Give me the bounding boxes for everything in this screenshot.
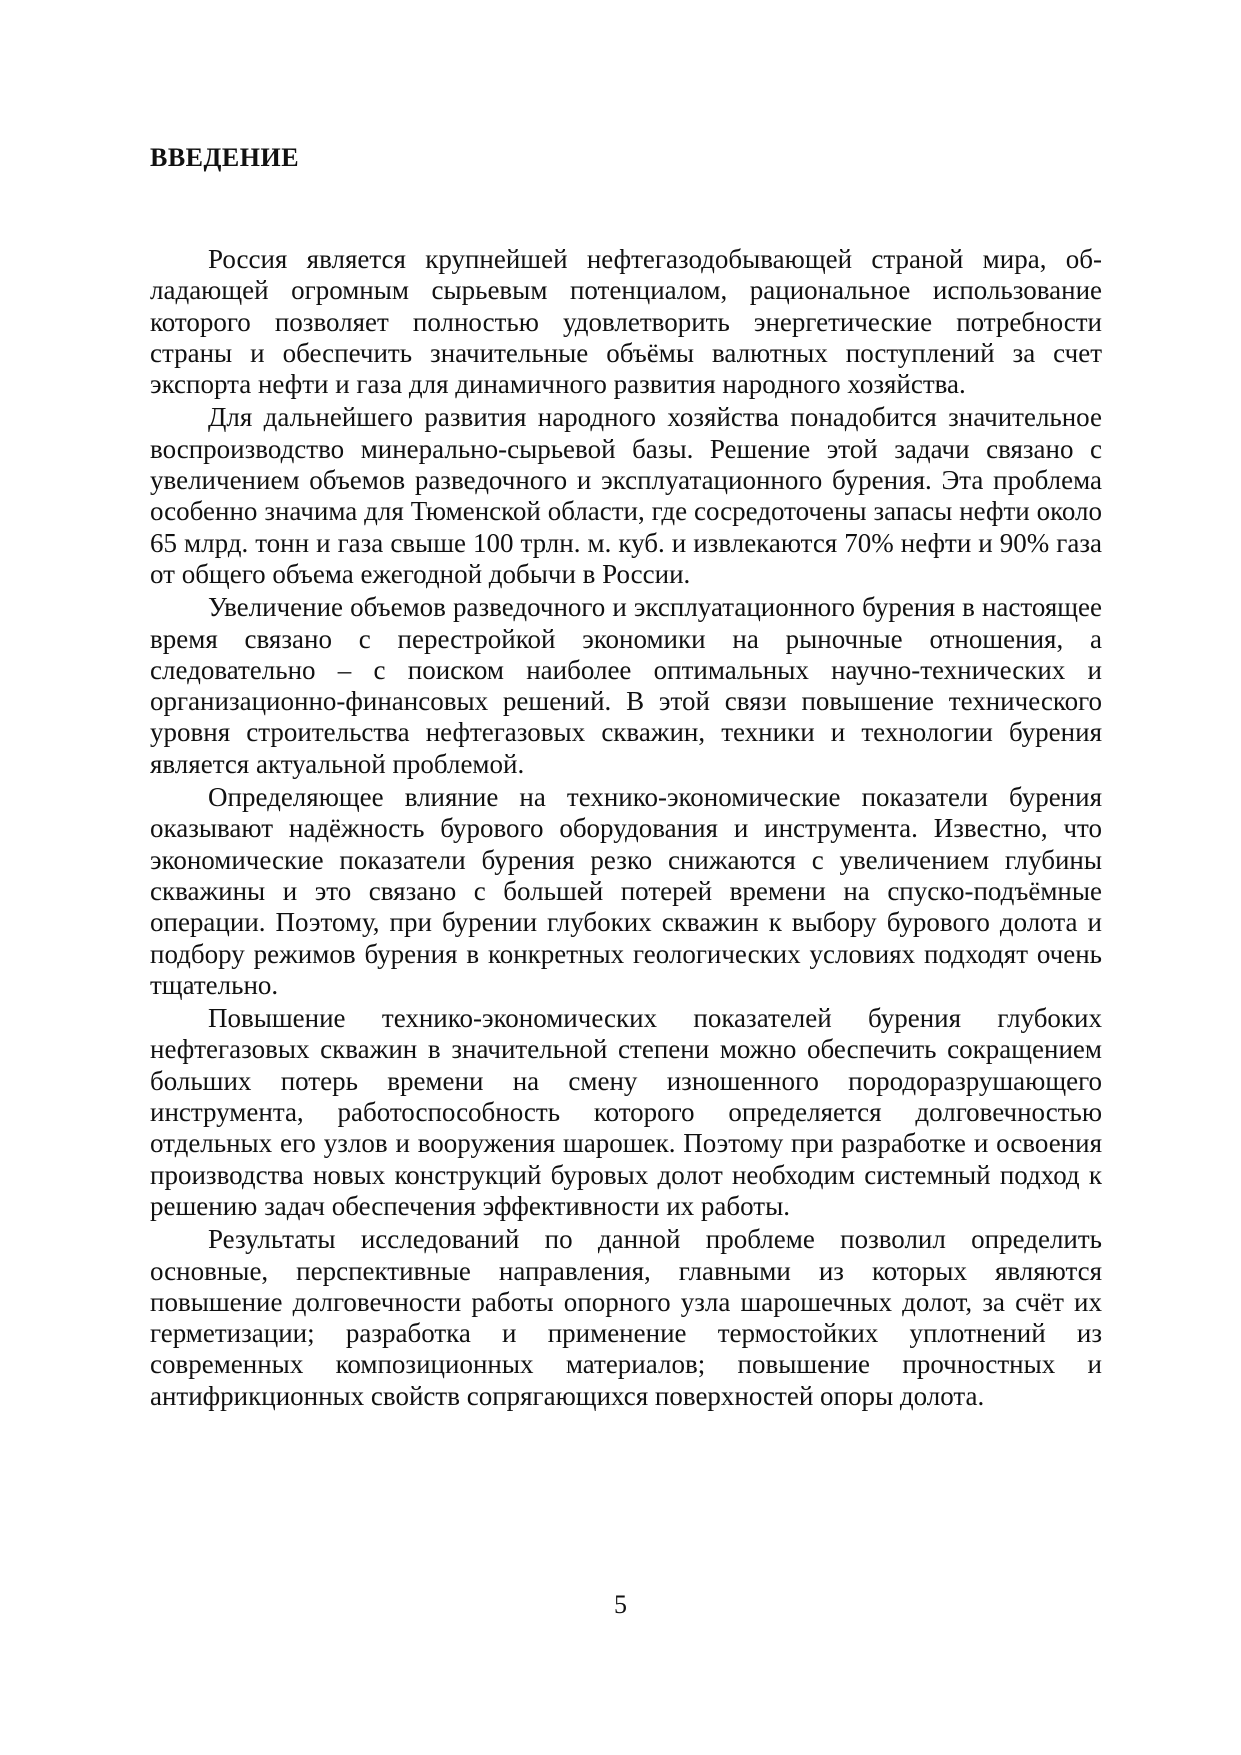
page-number: 5 bbox=[614, 1590, 627, 1619]
paragraph-1: Россия является крупнейшей нефтегазодобывающей страной мира, обладающей огромным сырьевым потенциалом, рациональное использование которого позволяет полностью удовлетворить энергетические потребности страны и обеспечить значительные объёмы валютных поступлений за счет экспорта нефти и газа для динамичного развития народного хозяйства. bbox=[150, 244, 1102, 400]
paragraph-4: Определяющее влияние на технико-экономические показатели бурения оказывают надёжность бурового оборудования и инструмента. Известно, что экономические показатели бурения резко снижаются с увеличением глубины скважины и это связано с большей потерей времени на спуско-подъёмные операции. Поэтому, при бурении глубоких скважин к выбору бурового долота и подбору режимов бурения в конкретных геологических условиях подходят очень тщательно. bbox=[150, 782, 1102, 1000]
paragraph-3: Увеличение объемов разведочного и эксплуатационного бурения в настоящее время связано с перестройкой экономики на рыночные отношения, а следовательно – с поиском наиболее оптимальных научно-технических и организационно-финансовых решений. В этой связи повышение технического уровня строительства нефтегазовых скважин, техники и технологии бурения является актуальной проблемой. bbox=[150, 592, 1102, 779]
paragraph-5: Повышение технико-экономических показателей бурения глубоких нефтегазовых скважин в значительной степени можно обеспечить сокращением больших потерь времени на смену изношенного породоразрушающего инструмента, работоспособность которого определяется долговечностью отдельных его узлов и вооружения шарошек. Поэтому при разработке и освоения производства новых конструкций буровых долот необходим системный подход к решению задач обеспечения эффективности их работы. bbox=[150, 1003, 1102, 1221]
paragraph-6: Результаты исследований по данной проблеме позволил определить основные, перспективные направления, главными из которых являются повышение долговечности работы опорного узла шарошечных долот, за счёт их герметизации; разработка и применение термостойких уплотнений из современных композиционных материалов; повышение прочностных и антифрикционных свойств сопрягающихся поверхностей опоры долота. bbox=[150, 1224, 1102, 1411]
body-text bbox=[150, 244, 1102, 1412]
paragraph-2: Для дальнейшего развития народного хозяйства понадобится значительное воспроизводство минерально-сырьевой базы. Решение этой задачи связано с увеличением объемов разведочного и эксплуатационного бурения. Эта проблема особенно значима для Тюменской области, где сосредоточены запасы нефти около 65 млрд. тонн и газа свыше 100 трлн. м. куб. и извлекаются 70% нефти и 90% газа от общего объема ежегодной добычи в России. bbox=[150, 402, 1102, 589]
page-title: ВВЕДЕНИЕ bbox=[150, 143, 300, 172]
